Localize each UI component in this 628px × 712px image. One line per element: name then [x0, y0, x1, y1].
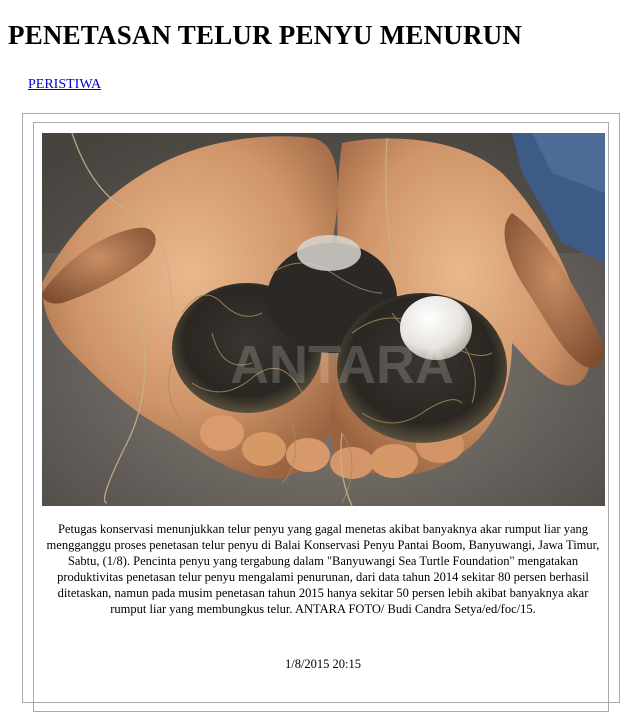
- page-title: PENETASAN TELUR PENYU MENURUN: [8, 20, 523, 50]
- publish-timestamp: 1/8/2015 20:15: [284, 657, 362, 671]
- hands-holding-turtle-eggs-photo: [42, 133, 605, 506]
- news-photo: [42, 133, 605, 506]
- photo-card: [33, 122, 609, 712]
- photo-watermark: ANTARA: [230, 335, 454, 395]
- photo-caption: Petugas konservasi menunjukkan telur penyu yang gagal menetas akibat banyaknya akar rumput liar yang mengganggu proses penetasan telur penyu di Balai Konservasi Penyu Pantai Boom, Banyuwangi, Jawa Timur, Sabtu, (1/8). Pencinta penyu yang tergabung dalam "Banyuwangi Sea Turtle Foundation" mengatakan produktivitas penetasan telur penyu mengalami penurunan, dari data tahun 2014 sekitar 80 persen berhasil ditetaskan, namun pada musim penetasan tahun 2015 hanya sekitar 50 persen lebih akibat banyaknya akar rumput liar yang membungkus telur. ANTARA FOTO/ Budi Candra Setya/ed/foc/15.: [46, 522, 600, 616]
- category-link[interactable]: PERISTIWA: [28, 77, 102, 92]
- article-frame: [22, 113, 620, 703]
